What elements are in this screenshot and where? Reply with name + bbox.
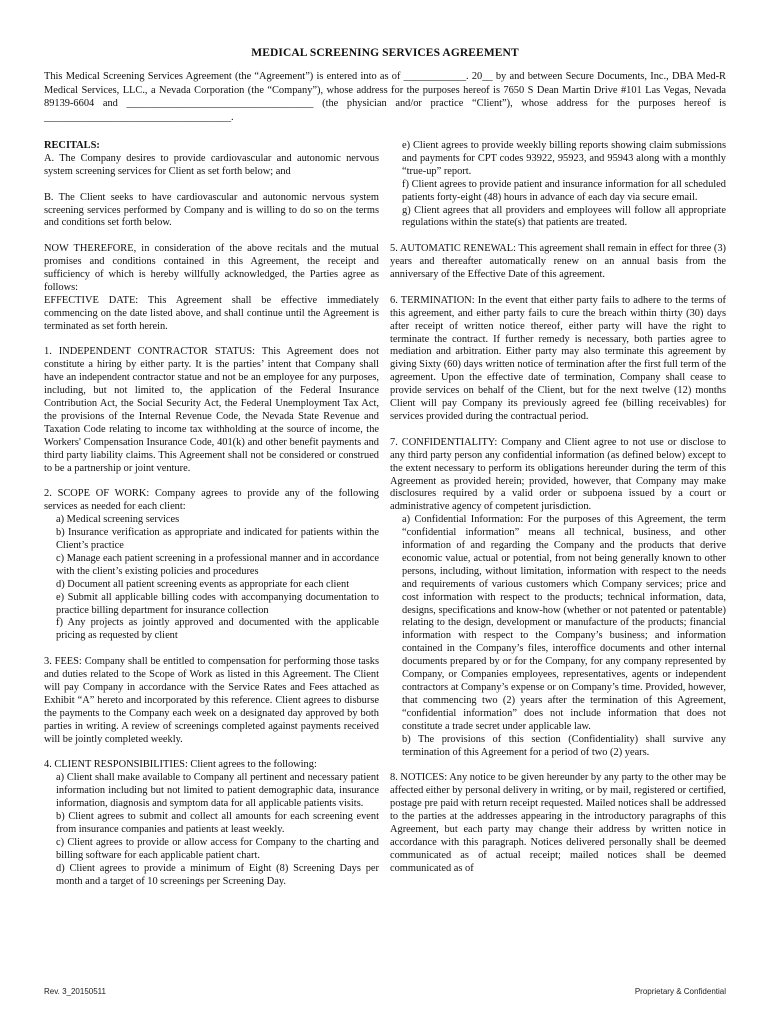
section-2-item: f) Any projects as jointly approved and documented with the applicable pricing as requested by client [56,617,379,642]
section-4-item: c) Client agrees to provide or allow access for Company to the charting and billing software for each applicable patient chart. [56,836,379,861]
recital-a: A. The Company desires to provide cardiovascular and autonomic nervous system screening services for Client as set forth below; and [44,152,379,177]
document-title: MEDICAL SCREENING SERVICES AGREEMENT [251,47,519,59]
recital-b: B. The Client seeks to have cardiovascular and autonomic nervous system screening services performed by Company and is willing to do so on the terms and conditions set forth below. [44,191,379,229]
confidential-footer: Proprietary & Confidential [634,987,726,996]
section-5: 5. AUTOMATIC RENEWAL: This agreement shall remain in effect for three (3) years and thereafter automatically renew on an annual basis from the anniversary of the Effective Date of this agreement. [390,243,726,281]
intro-paragraph [44,70,726,124]
revision-footer: Rev. 3_20150511 [44,987,106,996]
section-4-item: e) Client agrees to provide weekly billing reports showing claim submissions and payments for CPT codes 93922, 95923, and 95943 along with a monthly “true-up” report. [402,140,726,177]
left-column [44,140,379,888]
section-8: 8. NOTICES: Any notice to be given hereunder by any party to the other may be affected either by personal delivery in writing, or by mail, registered or certified, postage pre paid with return receipt requested. Mailed notices shall be addressed to the parties at the addresses appearing in the introductory paragraphs of this Agreement, but each party may change their address by written notice in accordance with this paragraph. Notices delivered personally shall be deemed communicated as of actual receipt; mailed notices shall be deemed communicated as of [390,772,726,874]
right-column [390,140,726,876]
section-4-item: g) Client agrees that all providers and employees will follow all appropriate regulations within the state(s) that patients are treated. [402,204,726,229]
section-7-a: a) Confidential Information: For the purposes of this Agreement, the term “confidential information” means all technical, business, and other information of and regarding the Company and the products that derive economic value, actual or potential, from not being generally known to other persons, including, without limitation, information with respect to the needs and requirements of various customers which Company services; price and cost information with respect to the products; technical information, data, designs, specifications and know-how (whether or not patented or patentable) relating to the design, development or manufacture of the products; financial information with respect to the Company’s business; and information contained in the Company’s files, interoffice documents and other internal documents prepared by or for the Company, for any company represented by Company, or Companies employees, representatives, agents or independent contractors at Company’s expense or on Company’s time. Provided, however, that commencing two (2) years after the termination of this Agreement, “confidential information” does not include information that does not constitute a trade secret under applicable law. [402,514,726,732]
recitals-heading: RECITALS: [44,140,100,151]
section-2-item: e) Submit all applicable billing codes with accompanying documentation to practice billing department for insurance collection [56,591,379,616]
section-2-item: a) Medical screening services [56,514,180,526]
section-4-intro: 4. CLIENT RESPONSIBILITIES: Client agrees to the following: [44,759,317,771]
section-2-intro: 2. SCOPE OF WORK: Company agrees to provide any of the following services as needed for each client: [44,488,379,513]
section-6: 6. TERMINATION: In the event that either party fails to adhere to the terms of this agreement, and either party fails to cure the breach within thirty (30) days after receipt of written notice thereof, either party will have the right to terminate the contract. If further remedy is necessary, both parties agree to mediation and arbitration. Either party may also terminate this agreement by giving Sixty (60) days written notice of termination after the first full term of the agreement. Upon the effective date of termination, Company shall cease to provide services on behalf of the Client, but for the next twelve (12) months Client will pay Company its previously agreed fee (billing receivables) for services provided during the contractual period. [390,294,726,422]
section-2-item: d) Document all patient screening events as appropriate for each client [56,578,350,590]
section-1: 1. INDEPENDENT CONTRACTOR STATUS: This Agreement does not constitute a hiring by either party. It is the parties’ intent that Company shall have an independent contractor statue and not be an employee for any purposes, including, but not limited to, the application of the Federal Insurance Contribution Act, the Social Security Act, the Federal Unemployment Tax Act, the provisions of the Internal Revenue Code, the Nevada State Revenue and Taxation Code relating to income tax withholding at the source of income, the Workers' Compensation Insurance Code, 401(k) and other benefit payments and third party liability claims. This Agreement shall not be considered or construed to be a partnership or joint venture. [44,346,379,474]
section-7-b: b) The provisions of this section (Confidentiality) shall survive any termination of this Agreement for a period of two (2) years. [402,733,726,758]
section-4-item: f) Client agrees to provide patient and insurance information for all scheduled patients forty-eight (48) hours in advance of each day via secure email. [402,178,726,203]
effective-date: EFFECTIVE DATE: This Agreement shall be effective immediately commencing on the date listed above, and shall continue until the Agreement is terminated as set forth herein. [44,294,379,332]
now-therefore: NOW THEREFORE, in consideration of the above recitals and the mutual promises and conditions contained in this Agreement, the receipt and sufficiency of which is hereby willfully acknowledged, the Parties agree as follows: [44,243,379,293]
section-4-item: a) Client shall make available to Company all pertinent and necessary patient information including but not limited to patient demographic data, insurance information, diagnosis and symptom data for all applicable patients visits. [56,772,379,810]
section-4-item: d) Client agrees to provide a minimum of Eight (8) Screening Days per month and a target of 10 screenings per Screening Day. [56,862,379,887]
intro-text: This Medical Screening Services Agreement (the “Agreement”) is entered into as of ____________. 20__ by and between Secure Documents, Inc., DBA Med-R Medical Services, LLC., a Nevada Corporation (the “Company”), whose address for the purposes hereof is 7650 S Dean Martin Drive #101 Las Vegas, Nevada 89139-6604 and ____________________________________ (the physician and/or practice “Client”), whose address for the purposes hereof is ____________________________________. [44,71,726,123]
section-7-intro: 7. CONFIDENTIALITY: Company and Client agree to not use or disclose to any third party person any confidential information (as defined below) except to the extent necessary to perform its obligations hereunder during the term of this Agreement as provided herein; provided, however, that Company may make disclosures required by a valid order or subpoena issued by a court or administrative agency of competent jurisdiction. [390,436,726,513]
section-4-item: b) Client agrees to submit and collect all amounts for each screening event from insurance companies and patients at least weekly. [56,811,379,835]
section-2-item: b) Insurance verification as appropriate and indicated for patients within the Client’s practice [56,527,379,552]
section-3: 3. FEES: Company shall be entitled to compensation for performing those tasks and duties related to the Scope of Work as listed in this Agreement. The Client will pay Company in accordance with the Service Rates and Fees attached as Exhibit “A” hereto and incorporated by this reference. Client agrees to disburse the payments to the Company each week on a designated day approved by both parties in writing. A review of screenings completed against payments received will be jointly completed weekly. [44,656,379,745]
section-2-item: c) Manage each patient screening in a professional manner and in accordance with the client’s existing policies and procedures [56,552,379,577]
